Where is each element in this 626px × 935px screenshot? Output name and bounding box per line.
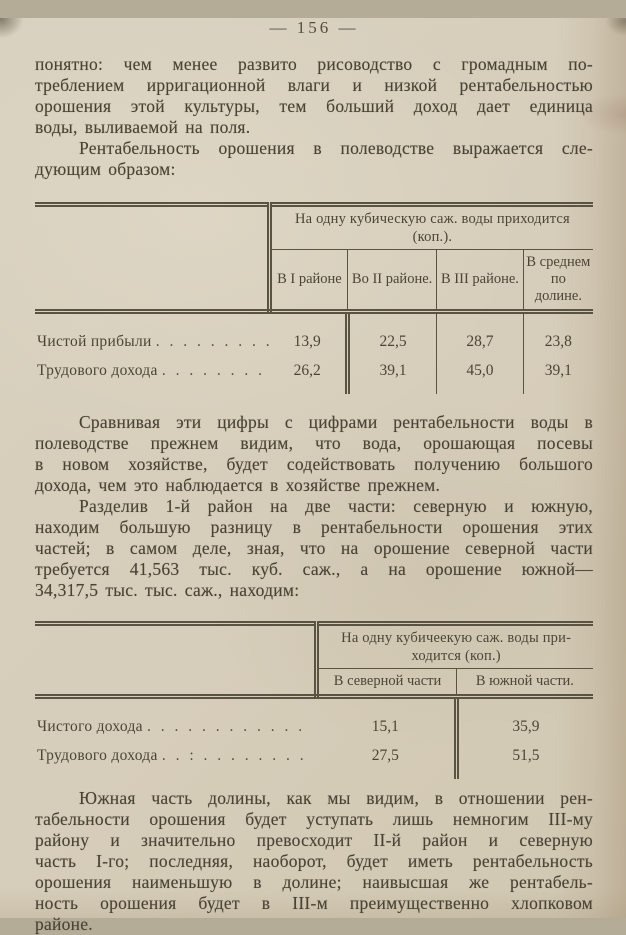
value-cell: 23,8 [544, 333, 572, 350]
text-line: находим большую разницу в рентабельности орошения этих [35, 517, 593, 537]
text-line: треблением ирригационной влаги и низкой рентабельностью [35, 75, 593, 95]
span-header-row [35, 624, 593, 669]
text-line: орошения этой культуры, тем больший доход дает единица [35, 96, 593, 116]
column-header: В III районе. [437, 250, 523, 312]
value-cell: 26,2 [269, 357, 347, 394]
text-line: Южная часть долины, как мы видим, в отношении рен- [79, 788, 593, 808]
paragraph-table-lead [35, 138, 593, 180]
text-line: 34,317,5 тыс. тыс. саж., находим: [35, 580, 300, 600]
stub-cell [35, 205, 269, 312]
text-line: понятно: чем менее развито рисоводство с громадным по- [35, 54, 593, 74]
text-line: в новом хозяйстве, будет содействовать получению большого [35, 454, 593, 474]
span-header-cell [317, 624, 593, 669]
value-cell: 15,1 [317, 713, 457, 742]
span-header-row [35, 205, 593, 250]
text-line: ность орошения будет в III-м преимущественно хлопковом [35, 893, 593, 913]
text-line: району и значительно превосходит II-й район и северную [35, 830, 593, 850]
column-header: В южной части. [456, 669, 593, 697]
text-line: часть I-го; последняя, наоборот, будет иметь рентабельность [35, 851, 593, 871]
value-cell: 51,5 [512, 747, 540, 764]
table-row [35, 328, 593, 357]
value-cell: 39,1 [347, 357, 436, 394]
text-line: требуется 41,563 тыс. куб. саж., а на орошение южной— [35, 559, 593, 579]
value-cell: 39,1 [544, 362, 572, 379]
text-line: Разделив 1-й район на две части: северную и южную, [79, 496, 593, 516]
paragraph-comparison [35, 412, 593, 496]
span-header-line: На одну кубичеекую саж. воды при- [341, 630, 572, 646]
book-page [0, 18, 626, 934]
paragraph-intro [35, 54, 593, 138]
value-cell: 13,9 [269, 328, 347, 357]
table-row [35, 713, 593, 742]
text-line: районе. [35, 914, 93, 934]
dot-leader: . . . . . . . . . [155, 333, 271, 350]
text-line: дохода, чем это наблюдается в хозяйстве прежнем. [35, 475, 441, 495]
irrigation-returns-north-south-table [35, 621, 593, 779]
text-line: полеводстве прежнем видим, что вода, орошающая посевы [35, 433, 593, 453]
row-label: Чистого дохода . . . . . . . . . . . . [37, 718, 304, 735]
row-label: Трудового дохода . . : . . . . . . . . [37, 747, 305, 764]
text-line: дующим образом: [35, 159, 176, 179]
dot-leader: . . : . . . . . . . . [161, 747, 305, 764]
text-line: орошения наименьшую в долине; наивысшая же рентабель- [35, 872, 593, 892]
spacer-row [35, 697, 593, 714]
text-line: Рентабельность орошения в полеводстве выражается сле- [79, 138, 593, 158]
irrigation-returns-by-district-table [35, 202, 593, 394]
text-line: Сравнивая эти цифры с цифрами рентабельности воды в [79, 412, 593, 432]
paragraph-division [35, 496, 593, 601]
column-header: Во II районе. [347, 250, 436, 312]
text-line: частей; в самом деле, зная, что на орошение северной части [35, 538, 593, 558]
page-content [0, 18, 626, 935]
text-line: воды, выливаемой на поля. [35, 117, 251, 137]
text-line: табельности орошения будет уступать лишь немногим III-му [35, 809, 593, 829]
row-label: Трудового дохода . . . . . . . . [37, 362, 263, 379]
span-header-cell: На одну кубическую саж. воды приходится (коп.). [269, 205, 593, 250]
value-cell: 28,7 [437, 328, 523, 357]
dot-leader: . . . . . . . . . . . . [147, 718, 304, 735]
table-row [35, 357, 593, 394]
column-header: В среднем по долине. [523, 250, 593, 312]
column-header: В северной части [317, 669, 457, 697]
column-header: В I районе [269, 250, 347, 312]
value-cell: 45,0 [437, 357, 523, 394]
table-row [35, 742, 593, 779]
row-label: Чистой прибыли . . . . . . . . . [37, 333, 271, 350]
value-cell: 27,5 [317, 742, 457, 779]
span-header-line: ходится (коп.) [411, 648, 501, 664]
value-cell: 22,5 [347, 328, 436, 357]
spacer-row [35, 312, 593, 329]
dot-leader: . . . . . . . . [161, 362, 263, 379]
page-number: — 156 — [269, 18, 359, 37]
value-cell: 35,9 [512, 718, 540, 735]
paragraph-conclusion [35, 788, 593, 935]
stub-cell [35, 624, 317, 697]
